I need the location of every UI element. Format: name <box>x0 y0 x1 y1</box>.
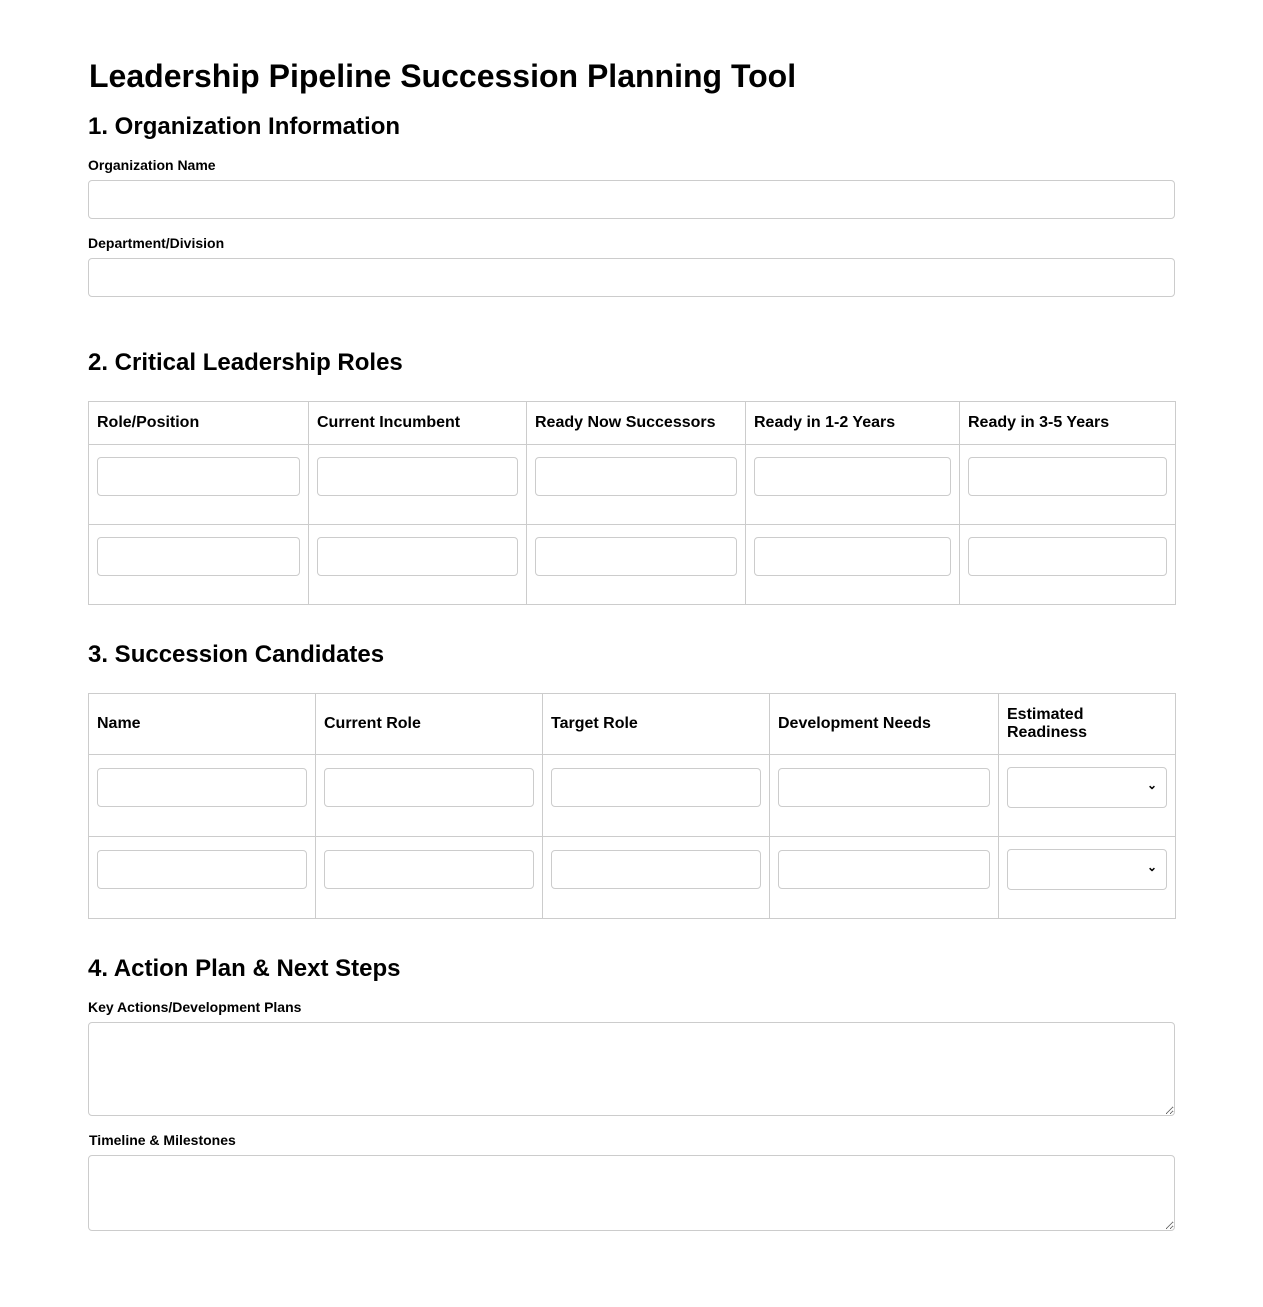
ready-now-input[interactable] <box>535 537 737 576</box>
table-header-row <box>89 694 1176 755</box>
table-row <box>89 525 1176 605</box>
target-role-input[interactable] <box>551 850 761 889</box>
table-row <box>89 755 1176 837</box>
section-heading-roles: 2. Critical Leadership Roles <box>88 349 403 376</box>
col-header: Role/Position <box>89 402 309 445</box>
ready-3-5-input[interactable] <box>968 457 1167 496</box>
role-input[interactable] <box>97 457 300 496</box>
current-role-input[interactable] <box>324 768 534 807</box>
candidates-table <box>88 693 1176 919</box>
ready-1-2-input[interactable] <box>754 537 951 576</box>
key-actions-label: Key Actions/Development Plans <box>88 999 302 1015</box>
ready-1-2-input[interactable] <box>754 457 951 496</box>
col-header: Current Role <box>316 694 543 755</box>
development-needs-input[interactable] <box>778 768 990 807</box>
col-header: Estimated Readiness <box>999 694 1176 755</box>
ready-now-input[interactable] <box>535 457 737 496</box>
target-role-input[interactable] <box>551 768 761 807</box>
candidate-name-input[interactable] <box>97 850 307 889</box>
dept-label: Department/Division <box>88 235 225 251</box>
readiness-select[interactable] <box>1007 767 1167 808</box>
timeline-label: Timeline & Milestones <box>89 1132 236 1148</box>
section-heading-candidates: 3. Succession Candidates <box>88 641 385 668</box>
development-needs-input[interactable] <box>778 850 990 889</box>
candidate-name-input[interactable] <box>97 768 307 807</box>
role-input[interactable] <box>97 537 300 576</box>
col-header: Development Needs <box>770 694 999 755</box>
table-header-row <box>89 402 1176 445</box>
col-header: Ready in 1-2 Years <box>746 402 960 445</box>
table-row <box>89 445 1176 525</box>
chevron-down-icon: ⌄ <box>1146 860 1157 874</box>
chevron-down-icon: ⌄ <box>1146 778 1157 792</box>
col-header: Target Role <box>543 694 770 755</box>
col-header: Ready Now Successors <box>527 402 746 445</box>
org-name-label: Organization Name <box>88 157 216 173</box>
section-heading-action: 4. Action Plan & Next Steps <box>88 955 401 982</box>
incumbent-input[interactable] <box>317 537 518 576</box>
org-name-input[interactable] <box>88 180 1175 219</box>
timeline-textarea[interactable] <box>88 1155 1175 1231</box>
col-header: Ready in 3-5 Years <box>960 402 1176 445</box>
incumbent-input[interactable] <box>317 457 518 496</box>
col-header: Name <box>89 694 316 755</box>
current-role-input[interactable] <box>324 850 534 889</box>
dept-input[interactable] <box>88 258 1175 297</box>
page-title: Leadership Pipeline Succession Planning Tool <box>89 58 797 94</box>
col-header: Current Incumbent <box>309 402 527 445</box>
table-row <box>89 837 1176 919</box>
key-actions-textarea[interactable] <box>88 1022 1175 1116</box>
readiness-select[interactable] <box>1007 849 1167 890</box>
ready-3-5-input[interactable] <box>968 537 1167 576</box>
section-heading-org: 1. Organization Information <box>88 113 401 140</box>
roles-table <box>88 401 1176 605</box>
